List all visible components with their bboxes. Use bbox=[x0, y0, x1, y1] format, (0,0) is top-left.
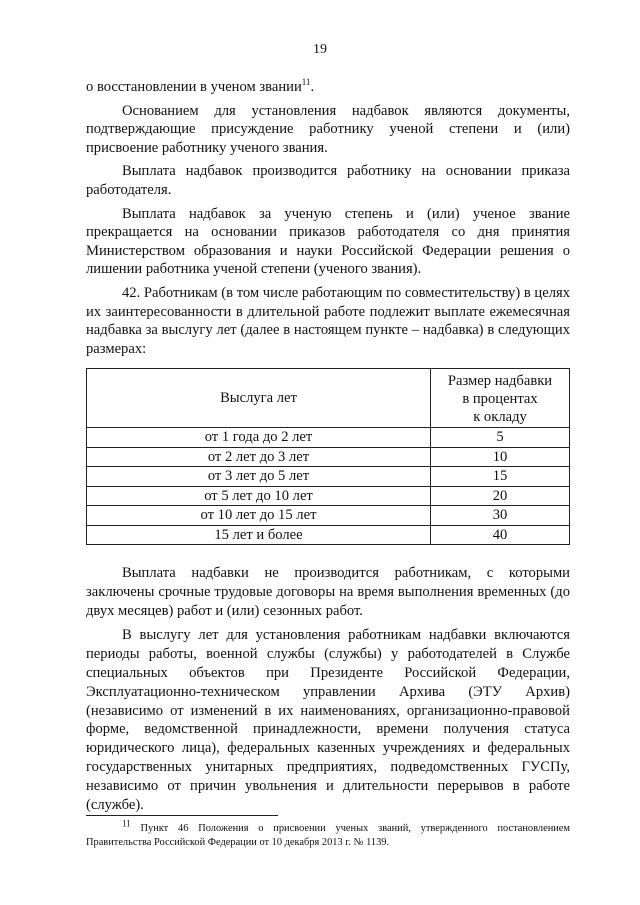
paragraph-basis: Основанием для установления надбавок являются документы, подтверждающие присуждение работнику ученой степени и (или) присвоение работнику ученого звания. bbox=[86, 102, 570, 156]
seniority-bonus-table bbox=[86, 368, 570, 545]
footnote-separator bbox=[86, 815, 278, 816]
paragraph-termination: Выплата надбавок за ученую степень и (или) ученое звание прекращается на основании приказов работодателя со дня принятия Министерством образования и науки Российской Федерации решения о лишении работника ученой степени (ученого звания). bbox=[86, 205, 570, 278]
period-cell: от 1 года до 2 лет bbox=[87, 428, 431, 448]
page-number: 19 bbox=[313, 42, 327, 57]
footnote-text: Пункт 46 Положения о присвоении ученых званий, утвержденного постановлением Правительства Российской Федерации от 10 декабря 2013 г. № 1139. bbox=[86, 823, 570, 848]
header-line: к окладу bbox=[473, 409, 527, 425]
paragraph-42: 42. Работникам (в том числе работающим по совместительству) в целях их заинтересованности в длительной работе подлежит выплате ежемесячная надбавка за выслугу лет (далее в настоящем пункте – надбавка) в следующих размерах: bbox=[86, 284, 570, 357]
percent-cell: 40 bbox=[431, 525, 570, 545]
period-cell: от 2 лет до 3 лет bbox=[87, 447, 431, 467]
percent-cell: 20 bbox=[431, 486, 570, 506]
footnote-marker: 11 bbox=[122, 818, 131, 829]
percent-cell: 15 bbox=[431, 467, 570, 487]
header-line: Размер надбавки bbox=[447, 373, 553, 389]
table-row bbox=[87, 525, 570, 545]
header-line: в процентах bbox=[462, 391, 538, 407]
paragraph-text: о восстановлении в ученом звании bbox=[86, 79, 302, 95]
footnote-ref[interactable]: 11 bbox=[301, 77, 311, 88]
table-row bbox=[87, 447, 570, 467]
table-row bbox=[87, 506, 570, 526]
table-row bbox=[87, 428, 570, 448]
footnote bbox=[86, 818, 570, 850]
table-row bbox=[87, 486, 570, 506]
percent-cell: 10 bbox=[431, 447, 570, 467]
paragraph-tail: . bbox=[310, 79, 315, 95]
paragraph-payment: Выплата надбавок производится работнику на основании приказа работодателя. bbox=[86, 163, 570, 198]
period-cell: 15 лет и более bbox=[87, 525, 431, 545]
table-row bbox=[87, 467, 570, 487]
body-text-top bbox=[86, 78, 570, 358]
header-seniority: Выслуга лет bbox=[87, 369, 431, 428]
period-cell: от 3 лет до 5 лет bbox=[87, 467, 431, 487]
paragraph-exclusion: Выплата надбавки не производится работникам, с которыми заключены срочные трудовые договоры на время выполнения временных (до двух месяцев) работ и (или) сезонных работ. bbox=[86, 565, 570, 619]
table-header-row bbox=[87, 369, 570, 428]
body-text-bottom bbox=[86, 564, 570, 814]
paragraph-continuation bbox=[86, 78, 570, 97]
period-cell: от 5 лет до 10 лет bbox=[87, 486, 431, 506]
percent-cell: 30 bbox=[431, 506, 570, 526]
paragraph-seniority-periods: В выслугу лет для установления работникам надбавки включаются периоды работы, военной службы (службы) у работодателей в Службе специальных объектов при Президенте Российской Федерации, Эксплуатационно-техническом управлении Архива (ЭТУ Архив) (независимо от изменений в их наименованиях, организационно-правовой форме, ведомственной принадлежности, времени получения статуса юридического лица), федеральных казенных учреждениях и федеральных государственных унитарных предприятиях, подведомственных ГУСПу, независимо от причин увольнения и длительности перерывов в работе (службе). bbox=[86, 627, 570, 813]
period-cell: от 10 лет до 15 лет bbox=[87, 506, 431, 526]
header-bonus-size bbox=[431, 369, 570, 428]
percent-cell: 5 bbox=[431, 428, 570, 448]
